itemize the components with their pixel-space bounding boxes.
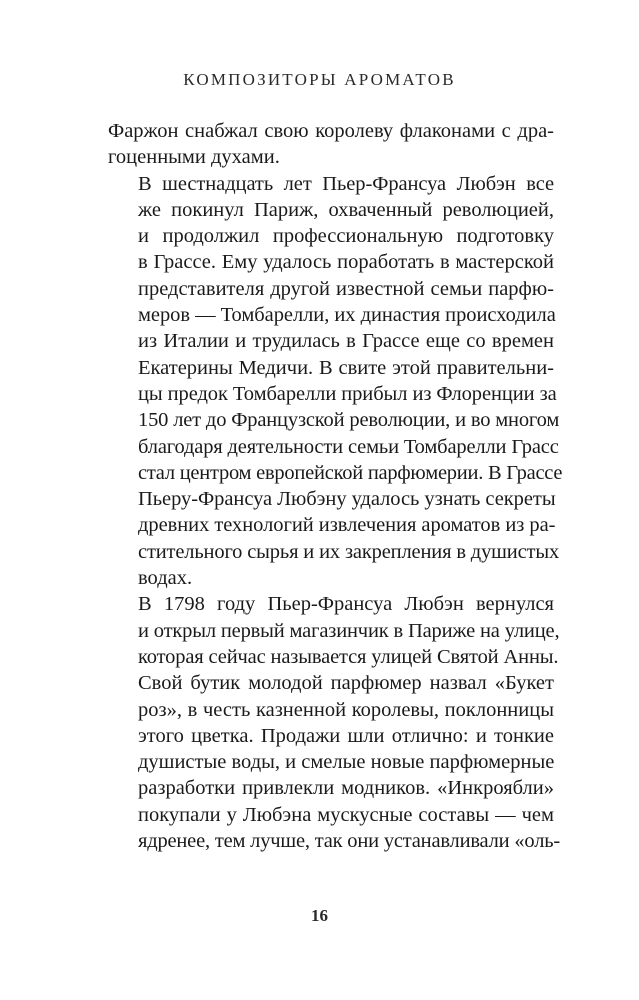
text-line: Екатерины Медичи. В свите этой правительни- (138, 356, 554, 379)
text-line: цы предок Томбарелли прибыл из Флоренции за (138, 382, 557, 405)
text-line: представителя другой известной семьи парфю- (138, 277, 554, 300)
text-line: Свой бутик молодой парфюмер назвал «Букет (138, 672, 554, 695)
text-line: покупали у Любэна мускусные составы — чем (138, 803, 554, 826)
text-line: и продолжил профессиональную подготовку (138, 225, 554, 248)
text-line: Пьеру-Франсуа Любэну удалось узнать секреты (138, 488, 556, 511)
text-line: благодаря деятельности семьи Томбарелли Грасс (138, 435, 559, 458)
text-line: Фаржон снабжал свою королеву флаконами с дра- (108, 120, 554, 142)
text-line: стительного сырья и их закрепления в душистых (138, 540, 560, 563)
text-line: из Италии и трудилась в Грассе еще со времен (138, 330, 554, 353)
page-number: 16 (311, 906, 328, 925)
text-line: ядренее, тем лучше, так они устанавливали «оль- (138, 830, 561, 853)
text-line: роз», в честь казненной королевы, поклонницы (138, 698, 554, 721)
text-line: гоценными духами. (108, 146, 280, 169)
text-line: душистые воды, и смелые новые парфюмерные (138, 751, 555, 774)
text-line: 150 лет до Французской революции, и во многом (138, 409, 560, 432)
text-line: древних технологий извлечения ароматов из ра- (138, 514, 556, 537)
text-line: В шестнадцать лет Пьер-Франсуа Любэн все (138, 172, 554, 195)
text-line: которая сейчас называется улицей Святой Анны. (138, 645, 559, 668)
running-head: КОМПОЗИТОРЫ АРОМАТОВ (183, 70, 456, 89)
text-line: В 1798 году Пьер-Франсуа Любэн вернулся (138, 593, 554, 616)
text-line: и открыл первый магазинчик в Париже на улице, (138, 619, 560, 642)
paragraph (108, 591, 561, 854)
text-line: стал центром европейской парфюмерии. В Грассе (138, 461, 563, 484)
text-line: водах. (138, 567, 193, 590)
paragraph (108, 118, 554, 171)
text-line: же покинул Париж, охваченный революцией, (138, 198, 554, 221)
text-line: в Грассе. Ему удалось поработать в мастерской (138, 251, 554, 274)
paragraph (108, 171, 563, 592)
text-line: разработки привлекли модников. «Инкроябли» (138, 777, 554, 800)
text-line: этого цветка. Продажи шли отлично: и тонкие (138, 724, 554, 747)
text-line: меров — Томбарелли, их династия происходила (138, 304, 556, 327)
body-text (108, 118, 563, 854)
